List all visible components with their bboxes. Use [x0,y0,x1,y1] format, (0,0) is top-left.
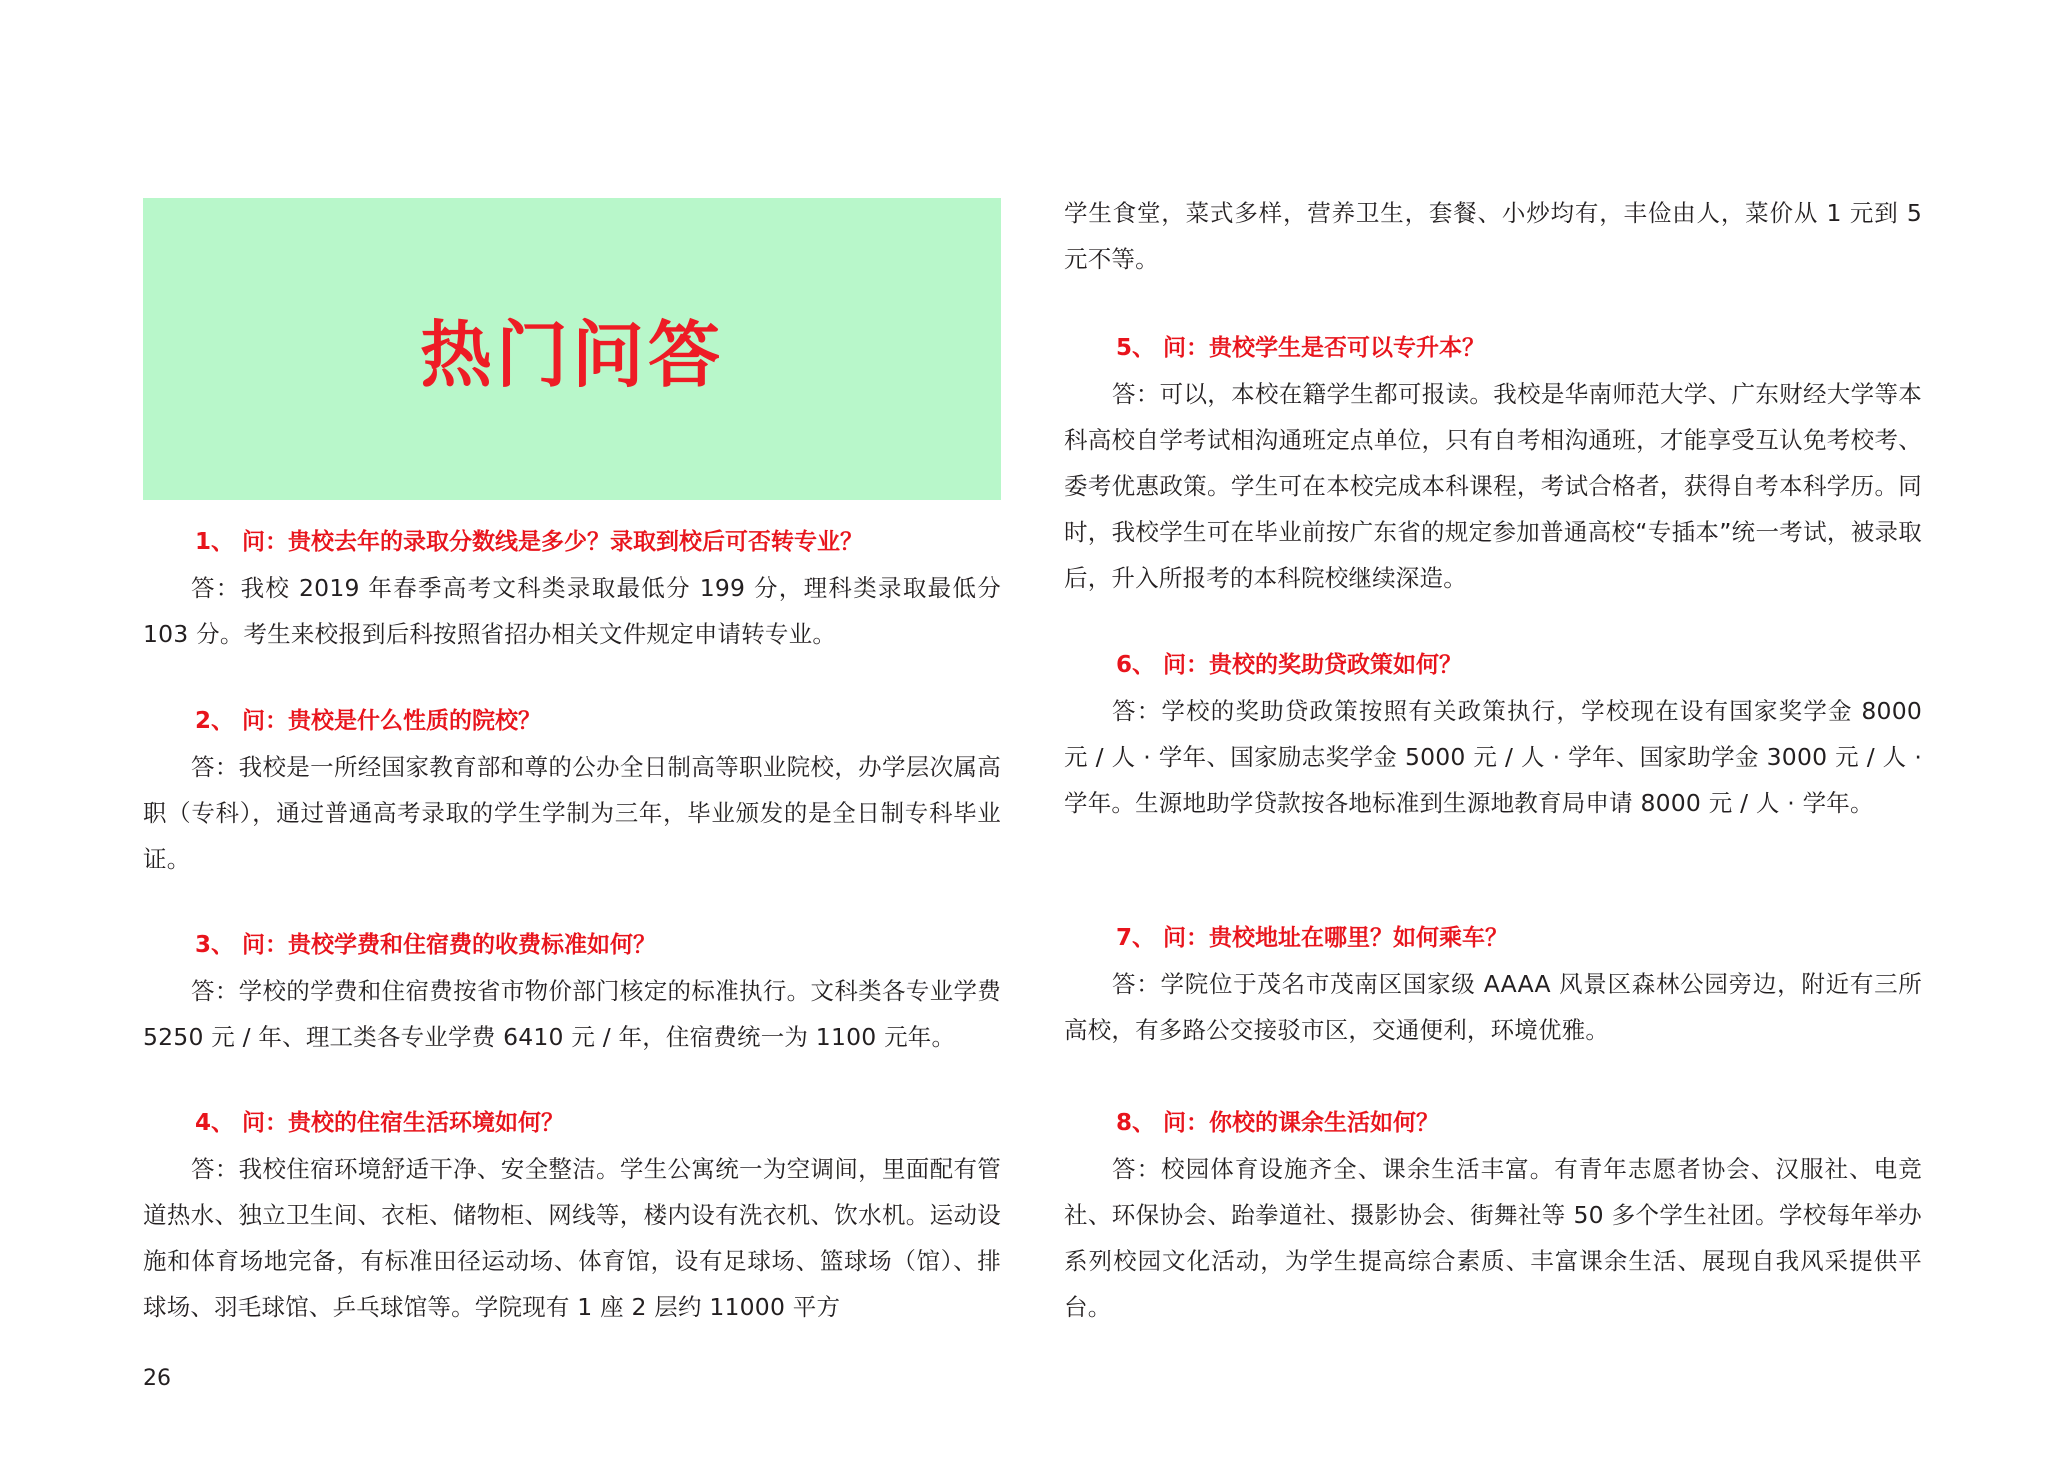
question-5: 5、 问：贵校学生是否可以专升本？ [1116,335,1486,361]
question-8: 8、 问：你校的课余生活如何？ [1116,1110,1440,1136]
question-7: 7、 问：贵校地址在哪里？如何乘车？ [1116,925,1509,951]
question-2: 2、 问：贵校是什么性质的院校？ [195,708,542,734]
answer-1: 答：我校 2019 年春季高考文科类录取最低分 199 分，理科类录取最低分 103 分。考生来校报到后科按照省招办相关文件规定申请转专业。 [143,574,1001,648]
question-1: 1、 问：贵校去年的录取分数线是多少？录取到校后可否转专业？ [195,529,864,555]
qa-item-4 [143,1108,1001,1330]
answer-5: 答：可以，本校在籍学生都可报读。我校是华南师范大学、广东财经大学等本科高校自学考试相沟通班定点单位，只有自考相沟通班，才能享受互认免考校考、委考优惠政策。学生可在本校完成本科课程，考试合格者，获得自考本科学历。同时，我校学生可在毕业前按广东省的规定参加普通高校“专插本”统一考试，被录取后，升入所报考的本科院校继续深造。 [1064,380,1922,592]
question-4: 4、 问：贵校的住宿生活环境如何？ [195,1110,565,1136]
page-number: 26 [143,1366,171,1391]
answer-4-continued: 学生食堂，菜式多样，营养卫生，套餐、小炒均有，丰俭由人，菜价从 1 元到 5 元不等。 [1064,199,1922,273]
answer-6: 答：学校的奖助贷政策按照有关政策执行，学校现在设有国家奖学金 8000 元 / 人 · 学年、国家励志奖学金 5000 元 / 人 · 学年、国家助学金 3000 元 / 人 · 学年。生源地助学贷款按各地标准到生源地教育局申请 8000 元 / 人 · 学年。 [1064,697,1922,817]
question-3: 3、 问：贵校学费和住宿费的收费标准如何？ [195,932,657,958]
answer-2: 答：我校是一所经国家教育部和尊的公办全日制高等职业院校，办学层次属高职（专科），通过普通高考录取的学生学制为三年，毕业颁发的是全日制专科毕业证。 [143,753,1001,873]
qa-item-6 [1064,650,1922,826]
qa-item-8 [1064,1108,1922,1330]
qa-item-7 [1064,923,1922,1053]
page-title: 热门问答 [419,312,724,397]
answer-8: 答：校园体育设施齐全、课余生活丰富。有青年志愿者协会、汉服社、电竞社、环保协会、跆拳道社、摄影协会、街舞社等 50 多个学生社团。学校每年举办系列校园文化活动，为学生提高综合素质、丰富课余生活、展现自我风采提供平台。 [1064,1155,1922,1321]
qa-item-2 [143,706,1001,882]
answer-4: 答：我校住宿环境舒适干净、安全整洁。学生公寓统一为空调间，里面配有管道热水、独立卫生间、衣柜、储物柜、网线等，楼内设有洗衣机、饮水机。运动设施和体育场地完备，有标准田径运动场、体育馆，设有足球场、篮球场（馆）、排球场、羽毛球馆、乒乓球馆等。学院现有 1 座 2 层约 11000 平方 [143,1155,1001,1321]
qa-item-1 [143,527,1001,657]
qa-item-4-continued [1064,190,1922,282]
qa-item-5 [1064,333,1922,601]
question-6: 6、 问：贵校的奖助贷政策如何？ [1116,652,1463,678]
qa-item-3 [143,930,1001,1060]
answer-3: 答：学校的学费和住宿费按省市物价部门核定的标准执行。文科类各专业学费 5250 元 / 年、理工类各专业学费 6410 元 / 年，住宿费统一为 1100 元年。 [143,977,1001,1051]
answer-7: 答：学院位于茂名市茂南区国家级 AAAA 风景区森林公园旁边，附近有三所高校，有多路公交接驳市区，交通便利，环境优雅。 [1064,970,1922,1044]
title-banner [143,198,1001,500]
